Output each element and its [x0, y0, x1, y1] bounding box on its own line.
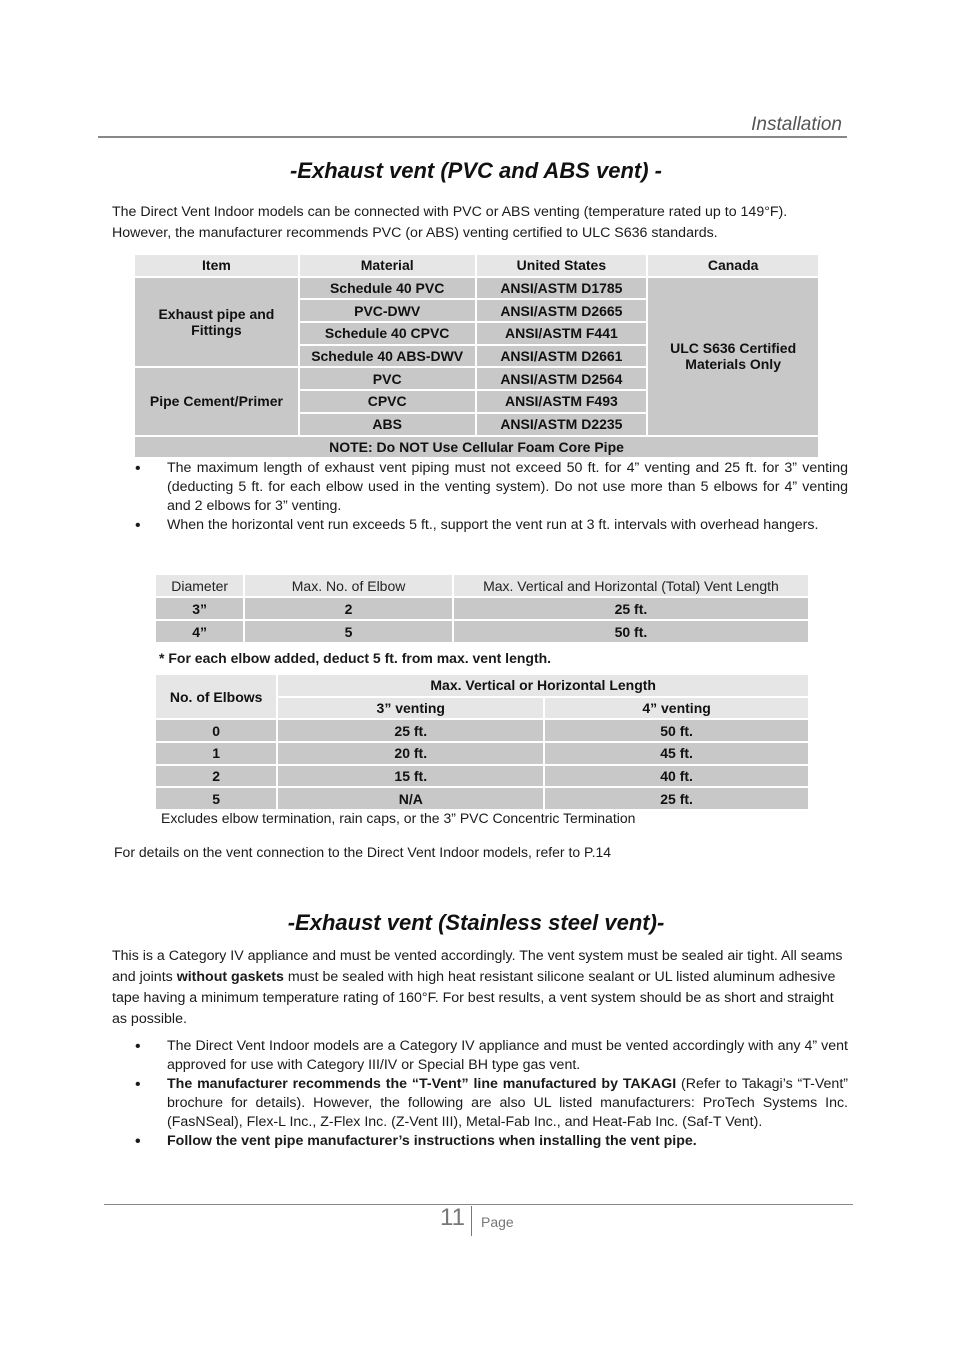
vent-length-table	[154, 573, 810, 644]
canada-cell: ULC S636 Certified Materials Only	[648, 278, 818, 435]
item-exhaust-pipe: Exhaust pipe and Fittings	[135, 278, 298, 367]
material-cell: Schedule 40 PVC	[300, 278, 475, 299]
paragraph-text: This is a Category IV appliance and must be vented accordingly. The vent system must be sealed air tight. All seams and joints	[112, 948, 843, 985]
length-4in-cell: 45 ft.	[545, 743, 808, 764]
material-cell: PVC-DWV	[300, 300, 475, 321]
foam-core-note: NOTE: Do NOT Use Cellular Foam Core Pipe	[135, 437, 818, 458]
bullet-category-iv: • The Direct Vent Indoor models are a Category IV appliance and must be vented accordingly with any 4” vent approved for use with Category III/IV or Special BH type gas vent.	[112, 1037, 848, 1075]
table-row	[156, 766, 808, 787]
intro-paragraph: The Direct Vent Indoor models can be connected with PVC or ABS venting (temperature rated up to 149°F). However, the manufacturer recommends PVC (or ABS) venting certified to ULC S636 standards.	[112, 204, 788, 241]
length-3in-cell: N/A	[278, 788, 543, 809]
item-pipe-cement: Pipe Cement/Primer	[135, 368, 298, 434]
category-iv-paragraph	[112, 946, 848, 1030]
material-cell: CPVC	[300, 391, 475, 412]
us-standard-cell: ANSI/ASTM F441	[477, 323, 647, 344]
materials-table	[133, 253, 820, 459]
table-header-row	[156, 575, 808, 596]
page-label: Page	[481, 1214, 514, 1230]
header-3in-venting: 3” venting	[278, 698, 543, 719]
us-standard-cell: ANSI/ASTM F493	[477, 391, 647, 412]
us-standard-cell: ANSI/ASTM D2661	[477, 346, 647, 367]
bullet-horizontal-support: • When the horizontal vent run exceeds 5 ft., support the vent run at 3 ft. intervals with overhead hangers.	[112, 516, 848, 535]
elbows-cell: 1	[156, 743, 276, 764]
stainless-vent-bullets	[112, 1037, 848, 1151]
us-standard-cell: ANSI/ASTM D2665	[477, 300, 647, 321]
table-row	[156, 720, 808, 741]
elbow-cell: 5	[245, 621, 452, 642]
elbows-cell: 0	[156, 720, 276, 741]
paragraph-text: must be sealed with high heat resistant silicone sealant or UL listed aluminum adhesive tape having a minimum temperature rating of 160°F. For best results, a vent system should be as short and straight as possible.	[112, 969, 836, 1027]
t-vent-emphasis: The manufacturer recommends the “T-Vent” line manufactured by TAKAGI	[167, 1076, 677, 1092]
header-4in-venting: 4” venting	[545, 698, 808, 719]
header-diameter: Diameter	[156, 575, 243, 596]
bullet-max-length: • The maximum length of exhaust vent piping must not exceed 50 ft. for 4” venting and 25 ft. for 3” venting (deducting 5 ft. for each elbow used in the venting system). Do not use more than 5 elbows for 4” venting and 2 elbows for 3” venting.	[112, 459, 848, 516]
without-gaskets-emphasis: without gaskets	[176, 969, 284, 985]
table-row	[156, 788, 808, 809]
table-row	[156, 743, 808, 764]
elbows-cell: 5	[156, 788, 276, 809]
material-cell: ABS	[300, 414, 475, 435]
elbows-cell: 2	[156, 766, 276, 787]
material-cell: Schedule 40 CPVC	[300, 323, 475, 344]
footer-rule	[104, 1204, 853, 1205]
header-item: Item	[135, 255, 298, 276]
elbow-length-table	[154, 673, 810, 811]
header-united-states: United States	[477, 255, 647, 276]
header-max-length: Max. Vertical and Horizontal (Total) Vent Length	[454, 575, 808, 596]
length-4in-cell: 25 ft.	[545, 788, 808, 809]
material-cell: Schedule 40 ABS-DWV	[300, 346, 475, 367]
header-rule	[98, 136, 847, 138]
us-standard-cell: ANSI/ASTM D2564	[477, 368, 647, 389]
page-separator	[471, 1206, 472, 1236]
elbow-deduction-note: * For each elbow added, deduct 5 ft. from max. vent length.	[159, 650, 552, 666]
length-4in-cell: 50 ft.	[545, 720, 808, 741]
header-max-elbow: Max. No. of Elbow	[245, 575, 452, 596]
vent-length-bullets	[112, 459, 848, 535]
bullet-t-vent	[112, 1075, 848, 1132]
table-row	[156, 621, 808, 642]
section-title-pvc-abs: -Exhaust vent (PVC and ABS vent) -	[289, 158, 662, 183]
length-3in-cell: 20 ft.	[278, 743, 543, 764]
elbow-cell: 2	[245, 598, 452, 619]
us-standard-cell: ANSI/ASTM D1785	[477, 278, 647, 299]
header-material: Material	[300, 255, 475, 276]
length-cell: 25 ft.	[454, 598, 808, 619]
diameter-cell: 4”	[156, 621, 243, 642]
header-canada: Canada	[648, 255, 818, 276]
length-cell: 50 ft.	[454, 621, 808, 642]
header-max-vertical-horizontal: Max. Vertical or Horizontal Length	[278, 675, 808, 696]
table-row	[135, 278, 818, 299]
table-header-row	[135, 255, 818, 276]
length-3in-cell: 25 ft.	[278, 720, 543, 741]
table-header-row	[156, 675, 808, 696]
diameter-cell: 3”	[156, 598, 243, 619]
bullet-text: (Refer to Takagi’s “T-Vent” brochure for details). However, the following are also UL listed manufacturers: ProTech Systems Inc. (FasNSeal), Flex-L Inc., Z-Flex Inc. (Z-Vent III), Metal-Fab Inc., and Heat-Fab Inc. (Saf-T Vent).	[167, 1076, 848, 1130]
bullet-follow-instructions: • Follow the vent pipe manufacturer’s instructions when installing the vent pipe.	[112, 1132, 848, 1151]
material-cell: PVC	[300, 368, 475, 389]
us-standard-cell: ANSI/ASTM D2235	[477, 414, 647, 435]
vent-connection-reference: For details on the vent connection to the Direct Vent Indoor models, refer to P.14	[114, 844, 612, 860]
table-note-row	[135, 437, 818, 458]
header-no-of-elbows: No. of Elbows	[156, 675, 276, 718]
section-title-stainless: -Exhaust vent (Stainless steel vent)-	[287, 910, 665, 935]
exclusion-note: Excludes elbow termination, rain caps, or the 3” PVC Concentric Termination	[161, 810, 636, 826]
table-row	[156, 598, 808, 619]
running-head: Installation	[751, 114, 842, 135]
page-number: 11	[440, 1204, 465, 1231]
length-4in-cell: 40 ft.	[545, 766, 808, 787]
length-3in-cell: 15 ft.	[278, 766, 543, 787]
